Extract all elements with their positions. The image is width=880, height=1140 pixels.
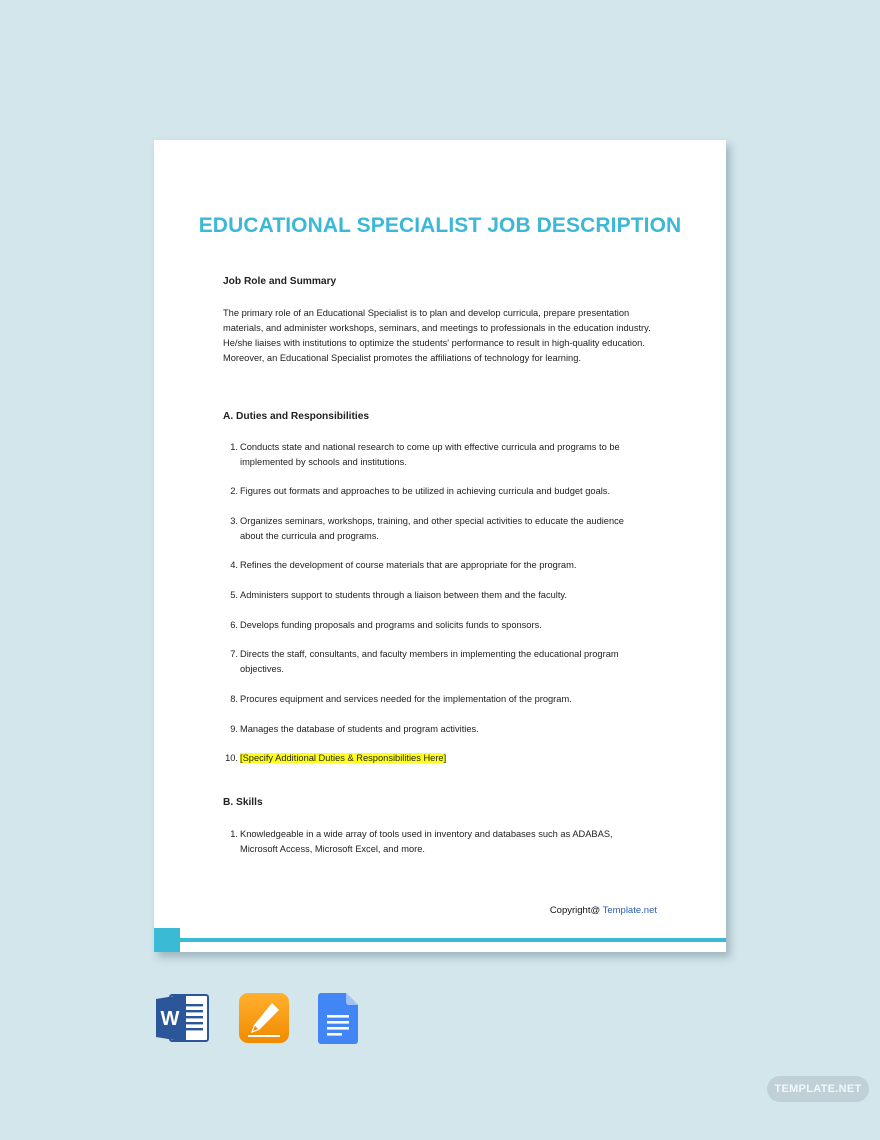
duty-number: 3. — [230, 516, 238, 526]
template-link[interactable]: Template.net — [602, 905, 657, 916]
footer-accent-square — [154, 928, 180, 952]
placeholder-highlight: [Specify Additional Duties & Responsibilities Here] — [240, 753, 447, 763]
duty-text: Procures equipment and services needed for the implementation of the program. — [240, 694, 572, 704]
copyright-label: Copyright@ — [549, 905, 603, 916]
word-letter: W — [160, 1008, 180, 1030]
duties-heading: A. Duties and Responsibilities — [223, 411, 370, 422]
duty-text: Refines the development of course materials that are appropriate for the program. — [240, 560, 577, 570]
duty-text: Organizes seminars, workshops, training, and other special activities to educate the audience about the curricula and programs. — [240, 516, 624, 541]
duty-number: 5. — [230, 590, 238, 600]
duty-text: Directs the staff, consultants, and faculty members in implementing the educational program objectives. — [240, 649, 619, 674]
skill-text: Knowledgeable in a wide array of tools used in inventory and databases such as ADABAS, Microsoft Access, Microsoft Excel, and more. — [240, 829, 613, 854]
duty-text: Manages the database of students and program activities. — [240, 724, 479, 734]
duty-text: Conducts state and national research to come up with effective curricula and programs to be implemented by schools and institutions. — [240, 442, 620, 467]
duty-number: 7. — [230, 649, 238, 659]
document-page — [154, 140, 726, 952]
google-docs-icon[interactable] — [318, 993, 360, 1050]
duty-text: Administers support to students through a liaison between them and the faculty. — [240, 590, 567, 600]
duty-number: 6. — [230, 620, 238, 630]
summary-text: The primary role of an Educational Specialist is to plan and develop curricula, prepare presentation materials, and administer workshops, seminars, and meetings to professionals in the education industry. He/she liaises with institutions to optimize the students' performance to result in high-quality education. Moreover, an Educational Specialist promotes the affiliations of technology for learning. — [223, 308, 651, 363]
copyright-notice — [550, 905, 657, 916]
duty-number: 9. — [230, 724, 238, 734]
skill-number: 1. — [230, 829, 238, 839]
template-net-watermark: TEMPLATE.NET — [767, 1076, 869, 1102]
duty-number: 10. — [225, 753, 238, 763]
pages-icon[interactable] — [239, 993, 291, 1050]
skills-heading: B. Skills — [223, 797, 263, 808]
duty-number: 1. — [230, 442, 238, 452]
duty-text: Figures out formats and approaches to be utilized in achieving curricula and budget goals. — [240, 486, 611, 496]
duty-number: 4. — [230, 560, 238, 570]
duty-number: 8. — [230, 694, 238, 704]
word-icon[interactable] — [156, 993, 212, 1048]
duty-text: Develops funding proposals and programs and solicits funds to sponsors. — [240, 620, 542, 630]
duty-number: 2. — [230, 486, 238, 496]
footer-accent-line — [180, 938, 726, 942]
summary-heading: Job Role and Summary — [223, 276, 337, 287]
document-title: EDUCATIONAL SPECIALIST JOB DESCRIPTION — [198, 214, 682, 237]
